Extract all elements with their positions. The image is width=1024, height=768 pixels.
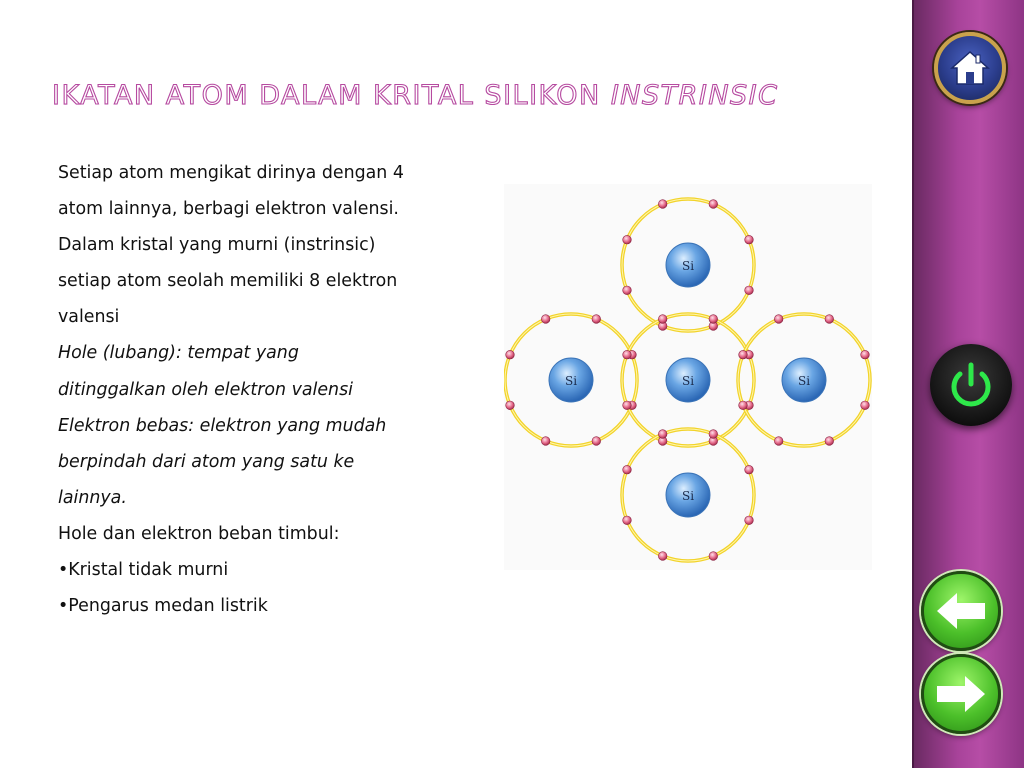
body-line: atom lainnya, berbagi elektron valensi. (58, 199, 399, 220)
body-line-hole: ditinggalkan oleh elektron valensi (58, 379, 353, 400)
electron (745, 516, 754, 525)
electron (506, 401, 515, 410)
electron (709, 430, 718, 439)
electron (658, 315, 667, 324)
power-icon (943, 357, 999, 413)
electron (623, 350, 632, 359)
body-text (58, 155, 488, 624)
body-line: Hole dan elektron beban timbul: (58, 523, 340, 544)
electron (623, 286, 632, 295)
arrow-left-icon (935, 591, 987, 631)
electron (658, 430, 667, 439)
electron (745, 465, 754, 474)
silicon-bond-figure (504, 184, 872, 570)
electron (623, 235, 632, 244)
body-line-hole: Hole (lubang): tempat yang (58, 343, 299, 364)
electron (739, 401, 748, 410)
bullet-item: •Kristal tidak murni (58, 560, 229, 581)
back-button[interactable] (921, 571, 1001, 651)
body-line-free-electron: berpindah dari atom yang satu ke (58, 451, 355, 472)
electron (745, 235, 754, 244)
body-line-free-electron: lainnya. (58, 487, 127, 508)
electron (623, 465, 632, 474)
electron (658, 200, 667, 209)
electron (739, 350, 748, 359)
electron (623, 516, 632, 525)
power-button[interactable] (930, 344, 1012, 426)
body-line: Setiap atom mengikat dirinya dengan 4 (58, 163, 404, 183)
electron (774, 437, 783, 446)
electron (709, 315, 718, 324)
title-main: IKATAN ATOM DALAM KRITAL SILIKON (52, 80, 601, 111)
electron (709, 552, 718, 561)
electron (825, 315, 834, 324)
arrow-right-icon (935, 674, 987, 714)
electron (709, 200, 718, 209)
body-line: setiap atom seolah memiliki 8 elektron (58, 271, 398, 292)
electron (506, 350, 515, 359)
atom-label: Si (681, 259, 695, 273)
home-icon (948, 46, 992, 90)
next-button[interactable] (921, 654, 1001, 734)
home-button[interactable] (934, 32, 1006, 104)
body-line: Dalam kristal yang murni (instrinsic) (58, 235, 376, 256)
electron (592, 437, 601, 446)
electron (592, 315, 601, 324)
slide-title (52, 80, 778, 111)
body-line: valensi (58, 307, 120, 328)
atom-label: Si (797, 374, 811, 388)
electron (774, 315, 783, 324)
atom-label: Si (681, 374, 695, 388)
atom-label: Si (564, 374, 578, 388)
title-italic: INSTRINSIC (610, 80, 779, 111)
body-line-free-electron: Elektron bebas: elektron yang mudah (58, 415, 387, 436)
electron (658, 552, 667, 561)
electron (745, 286, 754, 295)
electron (861, 350, 870, 359)
electron (541, 437, 550, 446)
electron (861, 401, 870, 410)
electron (623, 401, 632, 410)
electron (541, 315, 550, 324)
atom-label: Si (681, 489, 695, 503)
bullet-item: •Pengarus medan listrik (58, 596, 268, 617)
silicon-crystal-diagram (504, 184, 872, 570)
electron (825, 437, 834, 446)
